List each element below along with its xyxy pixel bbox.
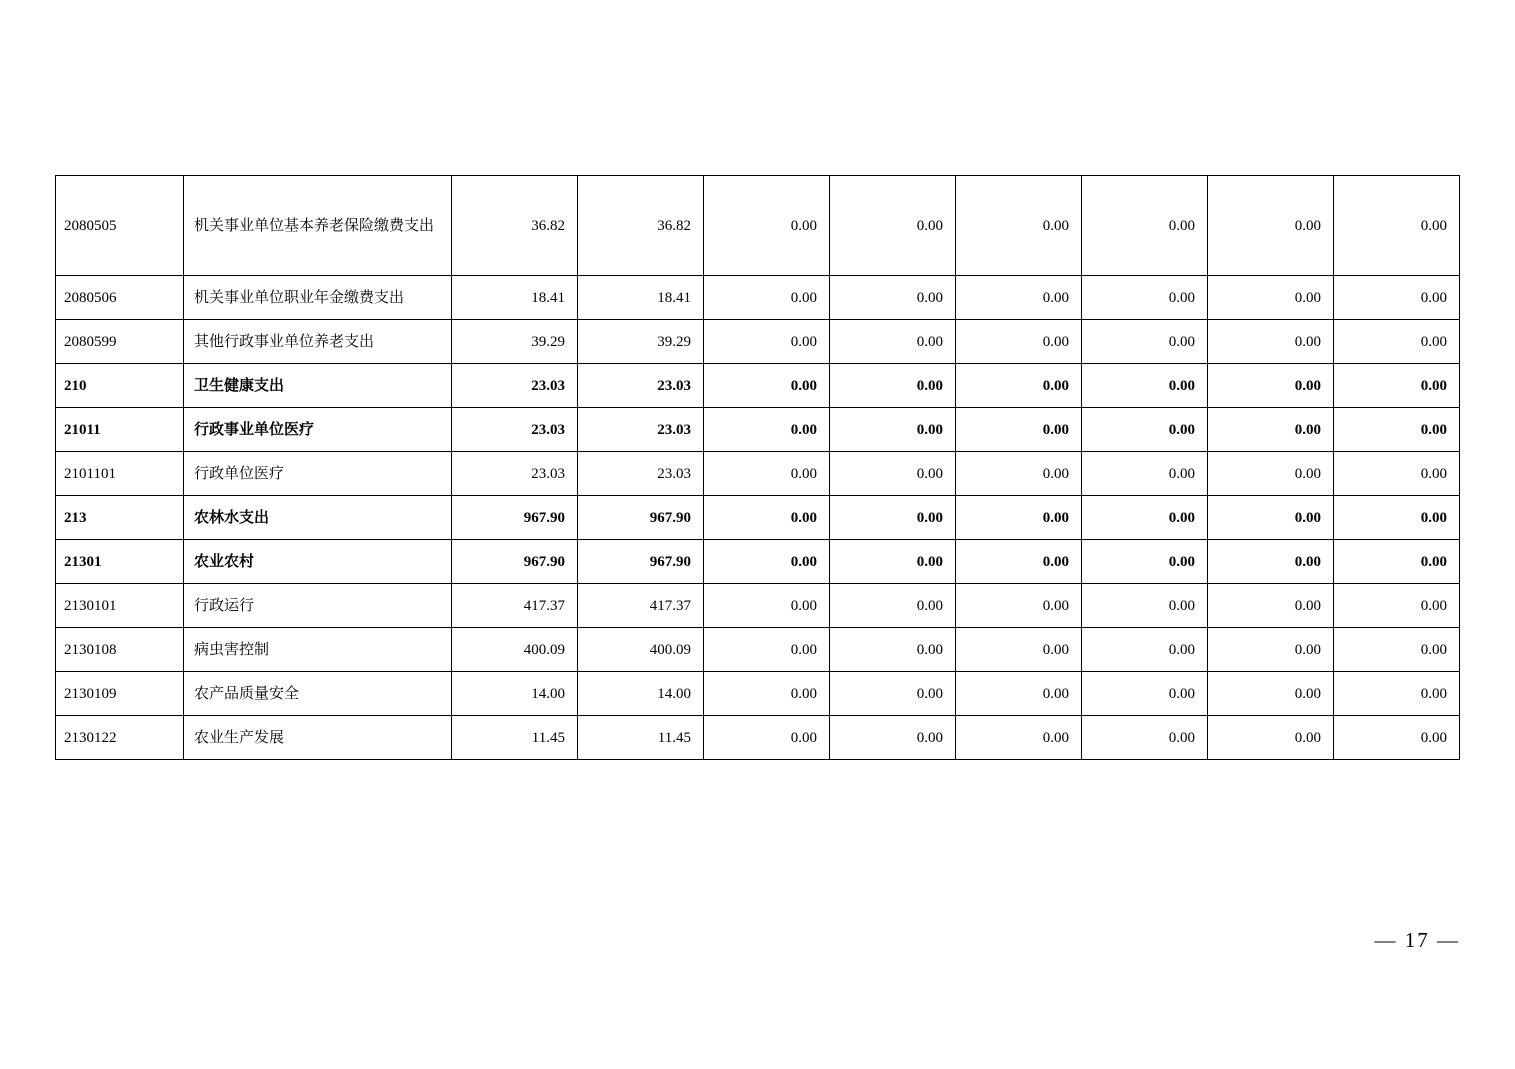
cell-amount: 11.45 — [578, 716, 704, 760]
cell-amount: 0.00 — [830, 276, 956, 320]
cell-amount: 0.00 — [704, 584, 830, 628]
cell-amount: 0.00 — [1082, 320, 1208, 364]
budget-expenditure-table — [55, 175, 1460, 760]
cell-amount: 0.00 — [830, 540, 956, 584]
cell-amount: 0.00 — [1334, 716, 1460, 760]
cell-amount: 0.00 — [1208, 628, 1334, 672]
cell-subject-name: 卫生健康支出 — [184, 364, 452, 408]
cell-amount: 0.00 — [704, 408, 830, 452]
cell-subject-code: 210 — [56, 364, 184, 408]
cell-amount: 417.37 — [578, 584, 704, 628]
cell-amount: 0.00 — [1208, 408, 1334, 452]
cell-amount: 39.29 — [578, 320, 704, 364]
cell-subject-name: 其他行政事业单位养老支出 — [184, 320, 452, 364]
cell-amount: 967.90 — [578, 496, 704, 540]
cell-amount: 0.00 — [1082, 716, 1208, 760]
cell-subject-name: 农业农村 — [184, 540, 452, 584]
table-row — [56, 452, 1460, 496]
cell-subject-code: 2130109 — [56, 672, 184, 716]
cell-amount: 0.00 — [1208, 716, 1334, 760]
cell-amount: 400.09 — [578, 628, 704, 672]
cell-amount: 400.09 — [452, 628, 578, 672]
cell-amount: 0.00 — [1208, 672, 1334, 716]
cell-amount: 0.00 — [1082, 496, 1208, 540]
cell-amount: 0.00 — [956, 628, 1082, 672]
cell-subject-code: 2130122 — [56, 716, 184, 760]
cell-amount: 0.00 — [1082, 628, 1208, 672]
table-row — [56, 584, 1460, 628]
cell-amount: 0.00 — [830, 672, 956, 716]
page-number: — 17 — — [1374, 928, 1460, 952]
cell-amount: 0.00 — [1334, 584, 1460, 628]
cell-amount: 0.00 — [956, 176, 1082, 276]
cell-amount: 0.00 — [1082, 176, 1208, 276]
cell-subject-name: 农产品质量安全 — [184, 672, 452, 716]
cell-amount: 0.00 — [1208, 320, 1334, 364]
cell-amount: 0.00 — [830, 496, 956, 540]
cell-subject-code: 2130101 — [56, 584, 184, 628]
cell-amount: 967.90 — [452, 540, 578, 584]
cell-amount: 0.00 — [704, 452, 830, 496]
cell-subject-code: 2080505 — [56, 176, 184, 276]
cell-amount: 39.29 — [452, 320, 578, 364]
cell-amount: 0.00 — [830, 364, 956, 408]
cell-amount: 0.00 — [1334, 408, 1460, 452]
cell-amount: 23.03 — [578, 408, 704, 452]
cell-amount: 0.00 — [830, 628, 956, 672]
cell-amount: 23.03 — [452, 408, 578, 452]
cell-subject-name: 行政事业单位医疗 — [184, 408, 452, 452]
cell-amount: 0.00 — [1082, 672, 1208, 716]
cell-subject-code: 21301 — [56, 540, 184, 584]
cell-amount: 0.00 — [1208, 176, 1334, 276]
cell-amount: 0.00 — [1082, 452, 1208, 496]
cell-amount: 0.00 — [830, 320, 956, 364]
cell-amount: 36.82 — [452, 176, 578, 276]
table-row — [56, 496, 1460, 540]
cell-amount: 23.03 — [452, 364, 578, 408]
cell-amount: 0.00 — [1334, 452, 1460, 496]
table-row — [56, 716, 1460, 760]
cell-amount: 0.00 — [704, 320, 830, 364]
cell-subject-name: 行政运行 — [184, 584, 452, 628]
cell-amount: 0.00 — [704, 176, 830, 276]
cell-subject-code: 2080506 — [56, 276, 184, 320]
cell-amount: 0.00 — [956, 364, 1082, 408]
cell-amount: 0.00 — [704, 540, 830, 584]
cell-amount: 0.00 — [1208, 452, 1334, 496]
cell-amount: 0.00 — [956, 276, 1082, 320]
cell-amount: 0.00 — [830, 176, 956, 276]
cell-amount: 0.00 — [704, 276, 830, 320]
cell-amount: 0.00 — [830, 408, 956, 452]
cell-amount: 0.00 — [704, 716, 830, 760]
cell-amount: 0.00 — [1082, 364, 1208, 408]
cell-subject-name: 农林水支出 — [184, 496, 452, 540]
cell-amount: 0.00 — [1334, 364, 1460, 408]
cell-subject-code: 2080599 — [56, 320, 184, 364]
cell-amount: 0.00 — [1334, 496, 1460, 540]
cell-amount: 23.03 — [578, 364, 704, 408]
cell-subject-name: 病虫害控制 — [184, 628, 452, 672]
cell-amount: 0.00 — [830, 584, 956, 628]
cell-amount: 18.41 — [578, 276, 704, 320]
cell-subject-code: 213 — [56, 496, 184, 540]
cell-amount: 0.00 — [956, 320, 1082, 364]
cell-amount: 0.00 — [1082, 408, 1208, 452]
cell-amount: 0.00 — [1334, 320, 1460, 364]
table-row — [56, 540, 1460, 584]
cell-amount: 11.45 — [452, 716, 578, 760]
table-row — [56, 364, 1460, 408]
cell-amount: 14.00 — [578, 672, 704, 716]
cell-amount: 0.00 — [956, 716, 1082, 760]
cell-amount: 0.00 — [1208, 540, 1334, 584]
cell-subject-name: 行政单位医疗 — [184, 452, 452, 496]
table-row — [56, 628, 1460, 672]
cell-amount: 967.90 — [452, 496, 578, 540]
cell-amount: 0.00 — [956, 672, 1082, 716]
cell-amount: 36.82 — [578, 176, 704, 276]
cell-amount: 0.00 — [1334, 540, 1460, 584]
cell-amount: 0.00 — [1082, 276, 1208, 320]
cell-amount: 0.00 — [830, 716, 956, 760]
cell-amount: 18.41 — [452, 276, 578, 320]
cell-amount: 0.00 — [704, 364, 830, 408]
cell-amount: 0.00 — [1334, 276, 1460, 320]
cell-amount: 417.37 — [452, 584, 578, 628]
table-row — [56, 320, 1460, 364]
cell-subject-name: 农业生产发展 — [184, 716, 452, 760]
cell-amount: 0.00 — [956, 452, 1082, 496]
table-row — [56, 276, 1460, 320]
cell-amount: 0.00 — [956, 496, 1082, 540]
cell-amount: 23.03 — [578, 452, 704, 496]
cell-subject-code: 2101101 — [56, 452, 184, 496]
cell-amount: 0.00 — [1082, 540, 1208, 584]
cell-amount: 0.00 — [704, 496, 830, 540]
cell-amount: 0.00 — [956, 408, 1082, 452]
cell-amount: 967.90 — [578, 540, 704, 584]
cell-amount: 0.00 — [1334, 176, 1460, 276]
cell-subject-name: 机关事业单位基本养老保险缴费支出 — [184, 176, 452, 276]
cell-amount: 0.00 — [1082, 584, 1208, 628]
cell-amount: 23.03 — [452, 452, 578, 496]
cell-amount: 0.00 — [956, 540, 1082, 584]
cell-amount: 0.00 — [1208, 496, 1334, 540]
cell-amount: 0.00 — [704, 628, 830, 672]
cell-subject-code: 2130108 — [56, 628, 184, 672]
cell-subject-name: 机关事业单位职业年金缴费支出 — [184, 276, 452, 320]
cell-amount: 0.00 — [1334, 672, 1460, 716]
cell-amount: 0.00 — [1334, 628, 1460, 672]
cell-amount: 0.00 — [704, 672, 830, 716]
cell-amount: 0.00 — [1208, 584, 1334, 628]
cell-amount: 0.00 — [1208, 364, 1334, 408]
cell-subject-code: 21011 — [56, 408, 184, 452]
table-row — [56, 672, 1460, 716]
table-row — [56, 408, 1460, 452]
table-body — [56, 176, 1460, 760]
cell-amount: 0.00 — [1208, 276, 1334, 320]
cell-amount: 0.00 — [830, 452, 956, 496]
table-row — [56, 176, 1460, 276]
cell-amount: 14.00 — [452, 672, 578, 716]
cell-amount: 0.00 — [956, 584, 1082, 628]
